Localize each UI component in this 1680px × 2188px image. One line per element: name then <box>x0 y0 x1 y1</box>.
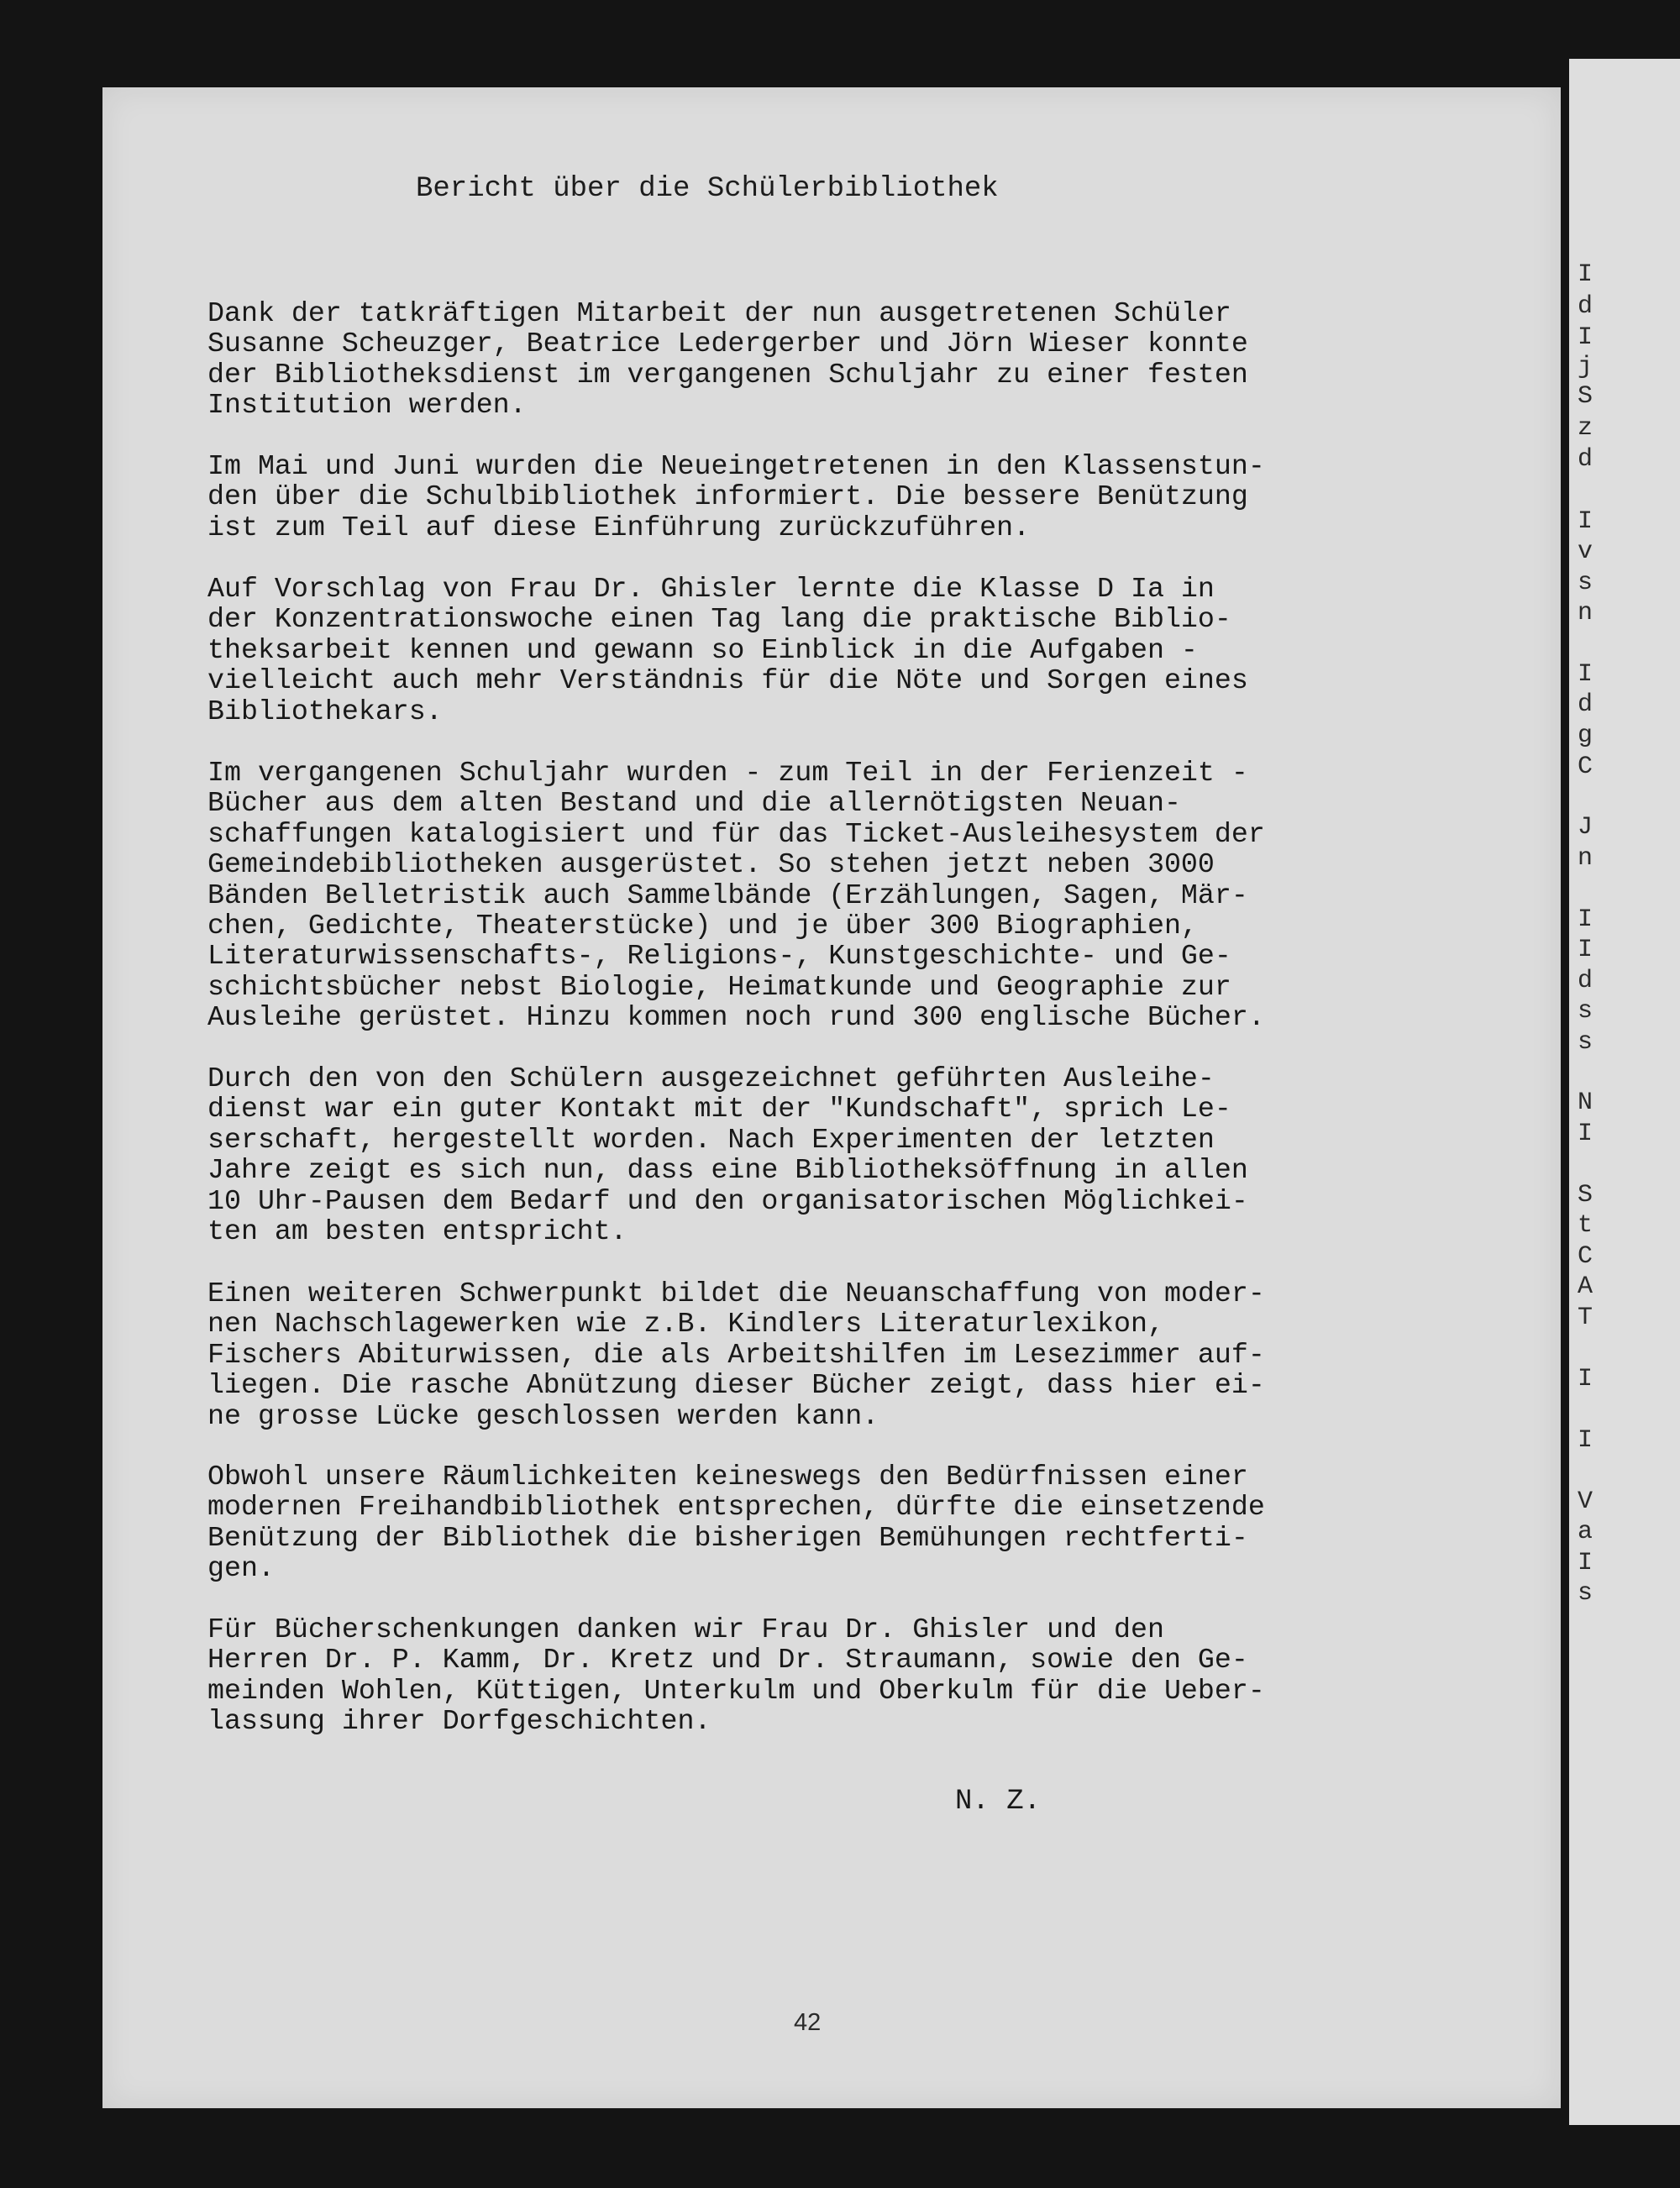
margin-fragment: s <box>1578 1579 1593 1608</box>
paragraph-reference-works: Einen weiteren Schwerpunkt bildet die Neuanschaffung von moder- nen Nachschlagewerken wie z.B. Kindlers Literaturlexikon, Fischers Abiturwissen, die als Arbeitshilfen im Lesezimmer auf- liegen. Die rasche Abnützung dieser Bücher zeigt, dass hier ei- ne grosse Lücke geschlossen werden kann. <box>207 1278 1265 1432</box>
margin-fragment: S <box>1578 1181 1593 1209</box>
paragraph-donations: Für Bücherschenkungen danken wir Frau Dr. Ghisler und den Herren Dr. P. Kamm, Dr. Kretz und Dr. Straumann, sowie den Ge- meinden Wohlen, Küttigen, Unterkulm und Oberkulm für die Ueber- lassung ihrer Dorfgeschichten. <box>207 1613 1265 1738</box>
margin-fragment: I <box>1578 936 1593 964</box>
margin-fragment: s <box>1578 997 1593 1026</box>
paragraph-project-week: Auf Vorschlag von Frau Dr. Ghisler lernte die Klasse D Ia in der Konzentrationswoche einen Tag lang die praktische Biblio- theksarbeit kennen und gewann so Einblick in die Aufgaben - vielleicht auch mehr Verständnis für die Nöte und Sorgen eines Bibliothekars. <box>207 573 1248 727</box>
margin-fragment: v <box>1578 538 1593 566</box>
margin-fragment: n <box>1578 844 1593 873</box>
margin-fragment: I <box>1578 905 1593 934</box>
margin-fragment: d <box>1578 292 1593 321</box>
margin-fragment: t <box>1578 1211 1593 1240</box>
margin-fragment: n <box>1578 599 1593 627</box>
adjacent-page-edge <box>1569 59 1680 2125</box>
margin-fragment: C <box>1578 1242 1593 1271</box>
margin-fragment: a <box>1578 1518 1593 1546</box>
paragraph-staff-thanks: Dank der tatkräftigen Mitarbeit der nun ausgetretenen Schüler Susanne Scheuzger, Beatrice Ledergerber und Jörn Wieser konnte der Bibliotheksdienst im vergangenen Schuljahr zu einer festen Institution werden. <box>207 297 1248 422</box>
paragraph-premises: Obwohl unsere Räumlichkeiten keineswegs den Bedürfnissen einer modernen Freihandbibliothek entsprechen, dürfte die einsetzende Benützung der Bibliothek die bisherigen Bemühungen rechtferti- gen. <box>207 1461 1265 1585</box>
margin-fragment: S <box>1578 382 1593 411</box>
author-initials: N. Z. <box>955 1786 1042 1818</box>
margin-fragment: I <box>1578 1120 1593 1148</box>
margin-fragment: T <box>1578 1304 1593 1332</box>
paragraph-introduction: Im Mai und Juni wurden die Neueingetretenen in den Klassenstun- den über die Schulbibliothek informiert. Die bessere Benützung ist zum Teil auf diese Einführung zurückzuführen. <box>207 450 1265 543</box>
margin-fragment: N <box>1578 1089 1593 1117</box>
margin-fragment: d <box>1578 967 1593 995</box>
margin-fragment: I <box>1578 260 1593 289</box>
margin-fragment: I <box>1578 1426 1593 1455</box>
margin-fragment: A <box>1578 1272 1593 1301</box>
margin-fragment: j <box>1578 353 1593 381</box>
margin-fragment: I <box>1578 660 1593 689</box>
margin-fragment: s <box>1578 1028 1593 1057</box>
page-number: 42 <box>794 2009 822 2036</box>
margin-fragment: s <box>1578 569 1593 597</box>
margin-fragment: C <box>1578 753 1593 781</box>
margin-fragment: I <box>1578 1549 1593 1577</box>
margin-fragment: J <box>1578 813 1593 842</box>
margin-fragment: I <box>1578 323 1593 352</box>
margin-fragment: I <box>1578 507 1593 536</box>
margin-fragment: V <box>1578 1488 1593 1516</box>
margin-fragment: I <box>1578 1365 1593 1393</box>
margin-fragment: d <box>1578 690 1593 719</box>
margin-fragment: d <box>1578 445 1593 474</box>
margin-fragment: g <box>1578 721 1593 750</box>
paragraph-cataloguing: Im vergangenen Schuljahr wurden - zum Teil in der Ferienzeit - Bücher aus dem alten Bestand und die allernötigsten Neuan- schaffungen katalogisiert und für das Ticket-Ausleihesystem der Gemeindebibliotheken ausgerüstet. So stehen jetzt neben 3000 Bänden Belletristik auch Sammelbände (Erzählungen, Sagen, Mär- chen, Gedichte, Theaterstücke) und je über 300 Biographien, Literaturwissenschafts-, Religions-, Kunstgeschichte- und Ge- schichtsbücher nebst Biologie, Heimatkunde und Geographie zur Ausleihe gerüstet. Hinzu kommen noch rund 300 englische Bücher. <box>207 757 1265 1034</box>
paragraph-lending-service: Durch den von den Schülern ausgezeichnet geführten Ausleihe- dienst war ein guter Kontakt mit der "Kundschaft", sprich Le- serschaft, hergestellt worden. Nach Experimenten der letzten Jahre zeigt es sich nun, dass eine Bibliotheksöffnung in allen 10 Uhr-Pausen dem Bedarf und den organisatorischen Möglichkei- ten am besten entspricht. <box>207 1063 1248 1248</box>
margin-fragment: z <box>1578 414 1593 443</box>
report-title: Bericht über die Schülerbibliothek <box>416 173 999 205</box>
